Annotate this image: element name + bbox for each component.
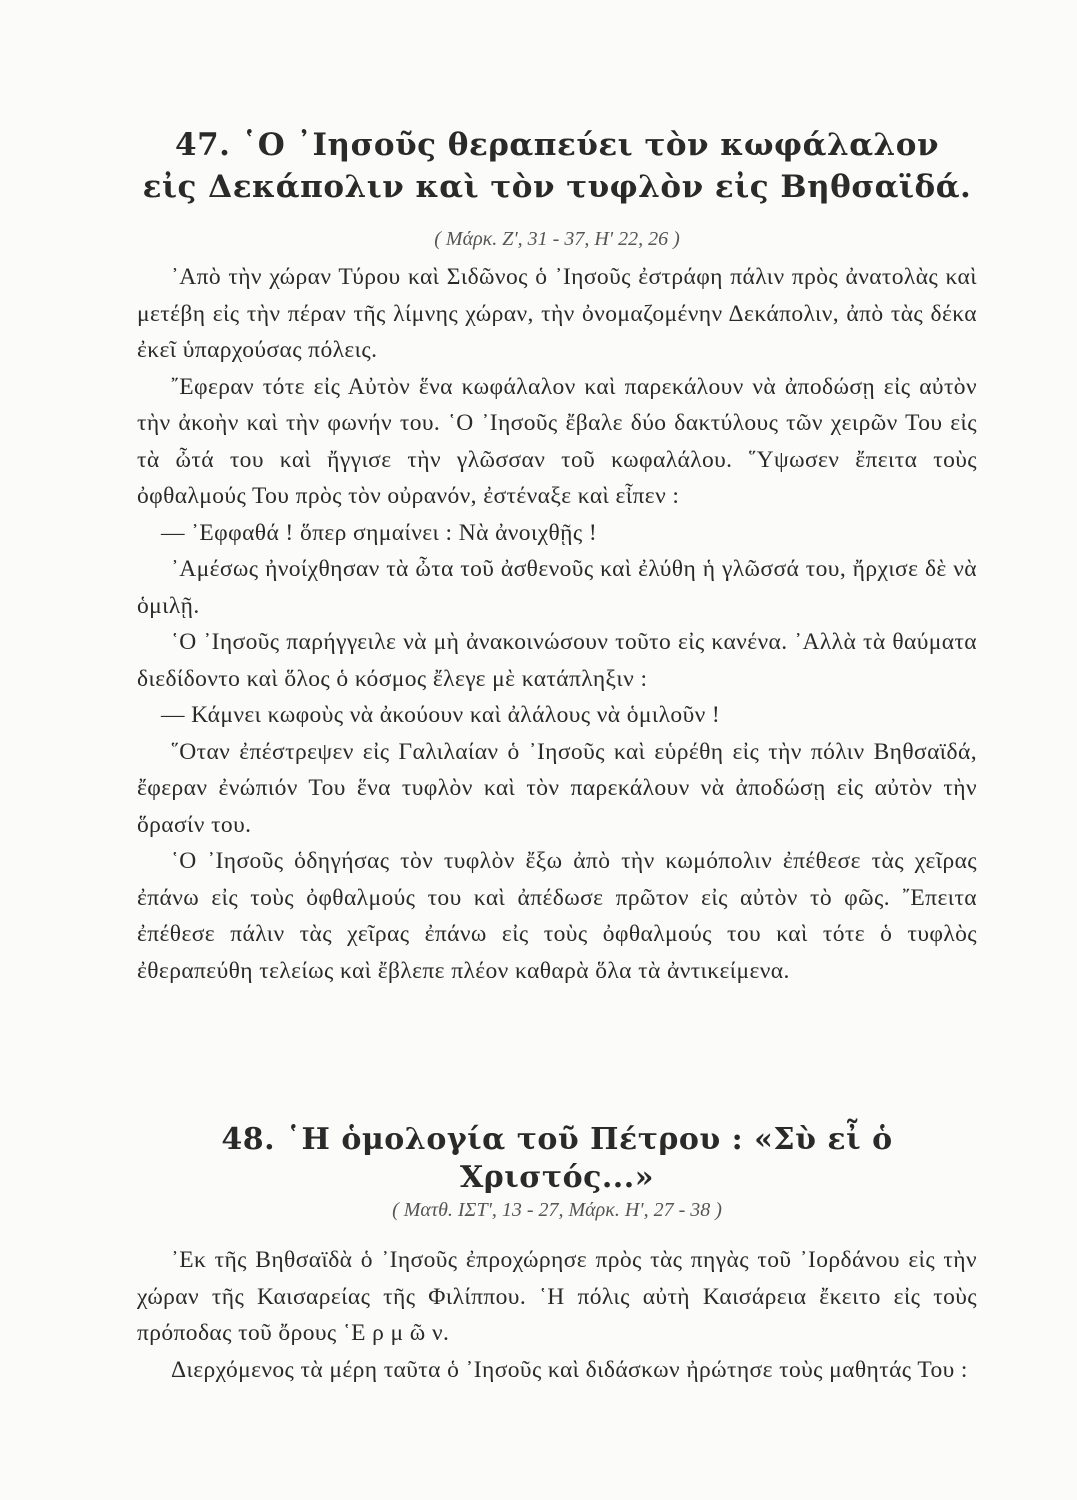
paragraph: ᾿Εκ τῆς Βηθσαϊδὰ ὁ ᾿Ιησοῦς ἐπροχώρησε πρὸς τὰς πηγὰς τοῦ ᾿Ιορδάνου εἰς τὴν χώραν τῆς Καισαρείας τῆς Φιλίππου. ῾Η πόλις αὐτὴ Καισάρεια ἔκειτο εἰς τοὺς πρόποδας τοῦ ὄρους ῾Ε ρ μ ῶ ν. bbox=[137, 1247, 977, 1346]
section-47-title bbox=[137, 124, 977, 208]
paragraph: ῞Οταν ἐπέστρεψεν εἰς Γαλιλαίαν ὁ ᾿Ιησοῦς καὶ εὑρέθη εἰς τὴν πόλιν Βηθσαϊδά, ἔφεραν ἐνώπιόν Του ἕνα τυφλὸν καὶ τὸν παρεκάλουν νὰ ἀποδώσῃ εἰς αὐτὸν τὴν ὅρασίν του. bbox=[137, 738, 977, 838]
section-48 bbox=[137, 1121, 977, 1388]
section-48-title: 48. ῾Η ὁμολογία τοῦ Πέτρου : «Σὺ εἶ ὁ Χριστός...» bbox=[221, 1122, 893, 1195]
section-47-reference: ( Μάρκ. Ζ', 31 - 37, Η' 22, 26 ) bbox=[434, 228, 680, 250]
dialogue-line: — ᾿Εφφαθά ! ὅπερ σημαίνει : Νὰ ἀνοιχθῇς ! bbox=[161, 519, 598, 546]
paragraph: ῾Ο ᾿Ιησοῦς παρήγγειλε νὰ μὴ ἀνακοινώσουν τοῦτο εἰς κανένα. ᾿Αλλὰ τὰ θαύματα διεδίδοντο καὶ ὅλος ὁ κόσμος ἔλεγε μὲ κατάπληξιν : bbox=[137, 629, 977, 692]
paragraph: ᾿Απὸ τὴν χώραν Τύρου καὶ Σιδῶνος ὁ ᾿Ιησοῦς ἐστράφη πάλιν πρὸς ἀνατολὰς καὶ μετέβη εἰς τὴν πέραν τῆς λίμνης χώραν, τὴν ὀνομαζομένην Δεκάπολιν, ἀπὸ τὰς δέκα ἐκεῖ ὑπαρχούσας πόλεις. bbox=[137, 264, 977, 363]
section-47-title-line-1: 47. ῾Ο ᾿Ιησοῦς θεραπεύει τὸν κωφάλαλον bbox=[175, 127, 939, 163]
section-47 bbox=[137, 124, 977, 989]
dialogue-line: — Κάμνει κωφοὺς νὰ ἀκούουν καὶ ἀλάλους νὰ ὁμιλοῦν ! bbox=[161, 702, 721, 728]
paragraph: ῎Εφεραν τότε εἰς Αὐτὸν ἕνα κωφάλαλον καὶ παρεκάλουν νὰ ἀποδώσῃ εἰς αὐτὸν τὴν ἀκοὴν καὶ τὴν φωνήν του. ῾Ο ᾿Ιησοῦς ἔβαλε δύο δακτύλους τῶν χειρῶν Του εἰς τὰ ὦτά του καὶ ἤγγισε τὴν γλῶσσαν τοῦ κωφαλάλου. ῞Υψωσεν ἔπειτα τοὺς ὀφθαλμούς Του πρὸς τὸν οὐρανόν, ἐστέναξε καὶ εἶπεν : bbox=[137, 373, 977, 509]
paragraph: ῾Ο ᾿Ιησοῦς ὁδηγήσας τὸν τυφλὸν ἔξω ἀπὸ τὴν κωμόπολιν ἐπέθεσε τὰς χεῖρας ἐπάνω εἰς τοὺς ὀφθαλμούς του καὶ ἀπέδωσε πρῶτον εἰς αὐτὸν τὸ φῶς. ῎Επειτα ἐπέθεσε πάλιν τὰς χεῖρας ἐπάνω εἰς τοὺς ὀφθαλμούς του καὶ τότε ὁ τυφλὸς ἐθεραπεύθη τελείως καὶ ἔβλεπε πλέον καθαρὰ ὅλα τὰ ἀντικείμενα. bbox=[137, 848, 977, 984]
section-47-title-line-2: εἰς Δεκάπολιν καὶ τὸν τυφλὸν εἰς Βηθσαϊδά. bbox=[142, 169, 972, 205]
section-48-reference: ( Ματθ. ΙΣΤ', 13 - 27, Μάρκ. Η', 27 - 38 ) bbox=[392, 1199, 722, 1221]
paragraph: ᾿Αμέσως ἠνοίχθησαν τὰ ὦτα τοῦ ἀσθενοῦς καὶ ἐλύθη ἡ γλῶσσά του, ἤρχισε δὲ νὰ ὁμιλῇ. bbox=[137, 556, 977, 619]
paragraph: Διερχόμενος τὰ μέρη ταῦτα ὁ ᾿Ιησοῦς καὶ διδάσκων ἠρώτησε τοὺς μαθητάς Του : bbox=[171, 1356, 968, 1383]
